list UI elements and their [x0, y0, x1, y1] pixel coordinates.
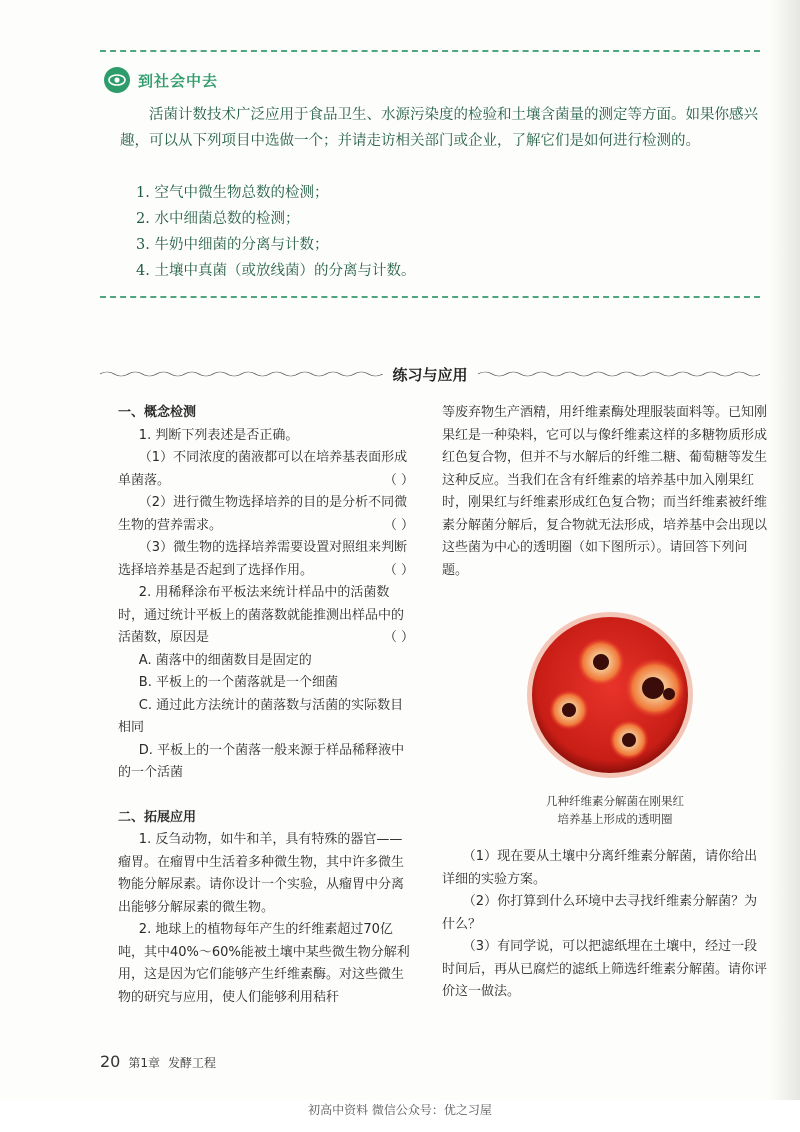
sub-question: （3）有同学说，可以把滤纸埋在土壤中，经过一段时间后，再从已腐烂的滤纸上筛选纤维素分解菌。请你评价这一做法。	[442, 939, 768, 999]
answer-blank: （ ）	[383, 472, 414, 488]
congo-red-plate-image	[525, 610, 695, 780]
chapter-label: 第1章	[128, 1056, 160, 1070]
chapter-title: 发酵工程	[168, 1056, 217, 1070]
list-item: 1. 空气中微生物总数的检测；	[136, 185, 329, 201]
caption-line: 几种纤维素分解菌在刚果红	[546, 794, 684, 808]
extend-question-2: 2. 地球上的植物每年产生的纤维素超过70亿吨，其中40%～60%能被土壤中某些微生物分解利用，这是因为它们能够产生纤维素酶。对这些微生物的研究与应用，使人们能够利用秸秆	[118, 922, 410, 1005]
option-b: B. 平板上的一个菌落就是一个细菌	[138, 675, 338, 690]
exercise-section-header	[100, 362, 760, 386]
wave-divider-left	[100, 370, 383, 378]
society-item-list	[136, 180, 736, 284]
page-number: 20	[100, 1052, 121, 1071]
concept-heading: 一、概念检测	[118, 405, 197, 420]
watermark-bar	[0, 1100, 800, 1132]
right-questions	[442, 846, 770, 1004]
question-1a-text: （1）不同浓度的菌液都可以在培养基表面形成单菌落。	[118, 450, 408, 488]
petri-dish-figure	[525, 610, 695, 780]
page-edge-shadow	[770, 0, 800, 1100]
watermark-text: 初高中资料 微信公众号：优之习屋	[308, 1103, 492, 1117]
answer-blank: （ ）	[383, 630, 414, 645]
list-item: 4. 土壤中真菌（或放线菌）的分离与计数。	[136, 263, 416, 279]
question-1-intro: 1. 判断下列表述是否正确。	[138, 427, 299, 443]
sub-question: （1）现在要从土壤中分离纤维素分解菌，请你给出详细的实验方案。	[442, 849, 758, 887]
society-paragraph: 活菌计数技术广泛应用于食品卫生、水源污染度的检验和土壤含菌量的测定等方面。如果你感兴趣，可以从下列项目中选做一个；并请走访相关部门或企业，了解它们是如何进行检测的。	[120, 107, 758, 149]
section-title: 练习与应用	[392, 365, 468, 384]
top-divider	[100, 50, 760, 52]
question-1c	[118, 537, 414, 582]
wave-divider-right	[478, 370, 761, 378]
left-column	[118, 402, 414, 1009]
question-2-stem: 2. 用稀释涂布平板法来统计样品中的活菌数时，通过统计平板上的菌落数就能推测出样品中的活菌数，原因是	[118, 585, 405, 645]
society-bottom-divider	[100, 296, 760, 298]
caption-line: 培养基上形成的透明圈	[557, 812, 673, 826]
question-1b	[118, 492, 414, 537]
answer-blank: （ ）	[383, 562, 414, 578]
answer-blank: （ ）	[383, 517, 414, 533]
society-heading	[104, 66, 218, 94]
question-2	[118, 582, 414, 650]
extend-heading: 二、拓展应用	[118, 809, 197, 825]
eye-badge-icon	[104, 67, 130, 93]
page-footer	[100, 1052, 216, 1070]
option-d: D. 平板上的一个菌落一般来源于样品稀释液中的一个活菌	[118, 742, 405, 780]
question-1b-text: （2）进行微生物选择培养的目的是分析不同微生物的营养需求。	[118, 495, 408, 533]
right-column	[442, 402, 770, 582]
list-item: 3. 牛奶中细菌的分离与计数；	[136, 237, 329, 253]
question-2-continued: 等废弃物生产酒精，用纤维素酶处理服装面料等。已知刚果红是一种染料，它可以与像纤维素这样的多糖物质形成红色复合物，但并不与水解后的纤维二糖、葡萄糖等发生这种反应。当我们在含有纤维素的培养基中加入刚果红时，刚果红与纤维素形成红色复合物；而当纤维素被纤维素分解菌分解后，复合物就无法形成，培养基中会出现以这些菌为中心的透明圈（如下图所示）。请回答下列问题。	[442, 405, 768, 578]
question-1a	[118, 447, 414, 492]
society-title: 到社会中去	[138, 71, 219, 90]
sub-question: （2）你打算到什么环境中去寻找纤维素分解菌？为什么？	[442, 894, 758, 932]
option-a: A. 菌落中的细菌数目是固定的	[138, 652, 312, 668]
question-1c-text: （3）微生物的选择培养需要设置对照组来判断选择培养基是否起到了选择作用。	[118, 540, 408, 578]
option-c: C. 通过此方法统计的菌落数与活菌的实际数目相同	[118, 697, 404, 735]
figure-caption	[520, 792, 710, 828]
extend-question-1: 1. 反刍动物，如牛和羊，具有特殊的器官——瘤胃。在瘤胃中生活着多种微生物，其中许多微生物能分解尿素。请你设计一个实验，从瘤胃中分离出能够分解尿素的微生物。	[118, 832, 405, 915]
list-item: 2. 水中细菌总数的检测；	[136, 211, 300, 227]
